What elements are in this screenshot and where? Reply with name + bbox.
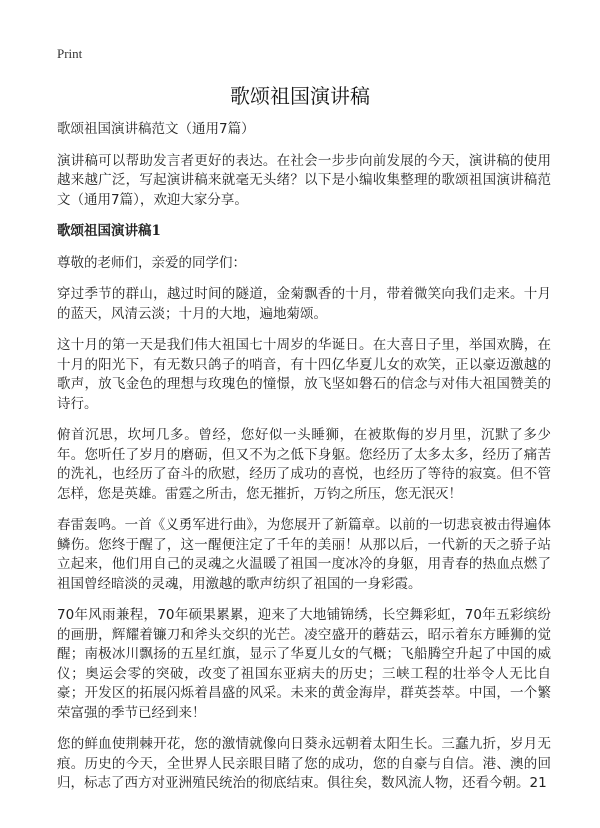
print-link[interactable]: Print (57, 46, 83, 61)
body-paragraph: 穿过季节的群山，越过时间的隧道，金菊飘香的十月，带着微笑向我们走来。十月的蓝天，风清云淡；十月的大地，遍地菊颂。 (57, 286, 551, 322)
section-heading: 歌颂祖国演讲稿1 (57, 223, 161, 239)
body-paragraph: 春雷轰鸣。一首《义勇军进行曲》，为您展开了新篇章。以前的一切悲哀被击得遍体鳞伤。您终于醒了，这一醒便注定了千年的美丽！从那以后，一代新的天之骄子站立起来，他们用自己的灵魂之火温暖了祖国一度冰冷的身躯，用青春的热血点燃了祖国曾经暗淡的灵魂，用激越的歌声纺织了祖国的一身彩霞。 (57, 517, 551, 592)
article-subtitle: 歌颂祖国演讲稿范文（通用7篇） (57, 121, 255, 137)
intro-paragraph: 演讲稿可以帮助发言者更好的表达。在社会一步步向前发展的今天，演讲稿的使用越来越广泛，写起演讲稿来就毫无头绪？以下是小编收集整理的歌颂祖国演讲稿范文（通用7篇），欢迎大家分享。 (57, 152, 551, 208)
body-paragraph: 俯首沉思，坎坷几多。曾经，您好似一头睡狮，在被欺侮的岁月里，沉默了多少年。您听任了岁月的磨砺，但又不为之低下身躯。您经历了太多太多，经历了痛苦的洗礼，也经历了奋斗的欣慰，经历了成功的喜悦，也经历了等待的寂寞。但不管怎样，您是英雄。雷霆之所击，您无摧折，万钧之所压，您无泯灭！ (57, 427, 551, 502)
page-title: 歌颂祖国演讲稿 (230, 84, 370, 108)
body-paragraph: 70年风雨兼程，70年硕果累累，迎来了大地铺锦绣，长空舞彩虹，70年五彩缤纷的画册，辉耀着镰刀和斧头交织的光芒。凌空盛开的蘑菇云，昭示着东方睡狮的觉醒；南极冰川飘扬的五星红旗，显示了华夏儿女的气概；飞船腾空升起了中国的威仪；奥运会零的突破，改变了祖国东亚病夫的历史；三峡工程的壮举令人无比自豪；开发区的拓展闪烁着昌盛的风采。未来的黄金海岸，群英荟萃。中国，一个繁荣富强的季节已经到来！ (57, 607, 551, 721)
article-body (57, 120, 551, 806)
body-paragraph: 这十月的第一天是我们伟大祖国七十周岁的华诞日。在大喜日子里，举国欢腾，在十月的阳光下，有无数只鸽子的哨音，有十四亿华夏儿女的欢笑，正以豪迈激越的歌声，放飞金色的理想与玫瑰色的憧憬，放飞坚如磐石的信念与对伟大祖国赞美的诗行。 (57, 337, 551, 412)
greeting-paragraph: 尊敬的老师们，亲爱的同学们： (57, 254, 246, 271)
body-paragraph: 您的鲜血使荆棘开花，您的激情就像向日葵永远朝着太阳生长。三蠢九折，岁月无痕。历史的今天，全世界人民亲眼目睹了您的成功，您的自豪与自信。港、澳的回归，标志了西方对亚洲殖民统治的彻底结束。俱往矣，数风流人物，还看今朝。21 (57, 736, 551, 791)
